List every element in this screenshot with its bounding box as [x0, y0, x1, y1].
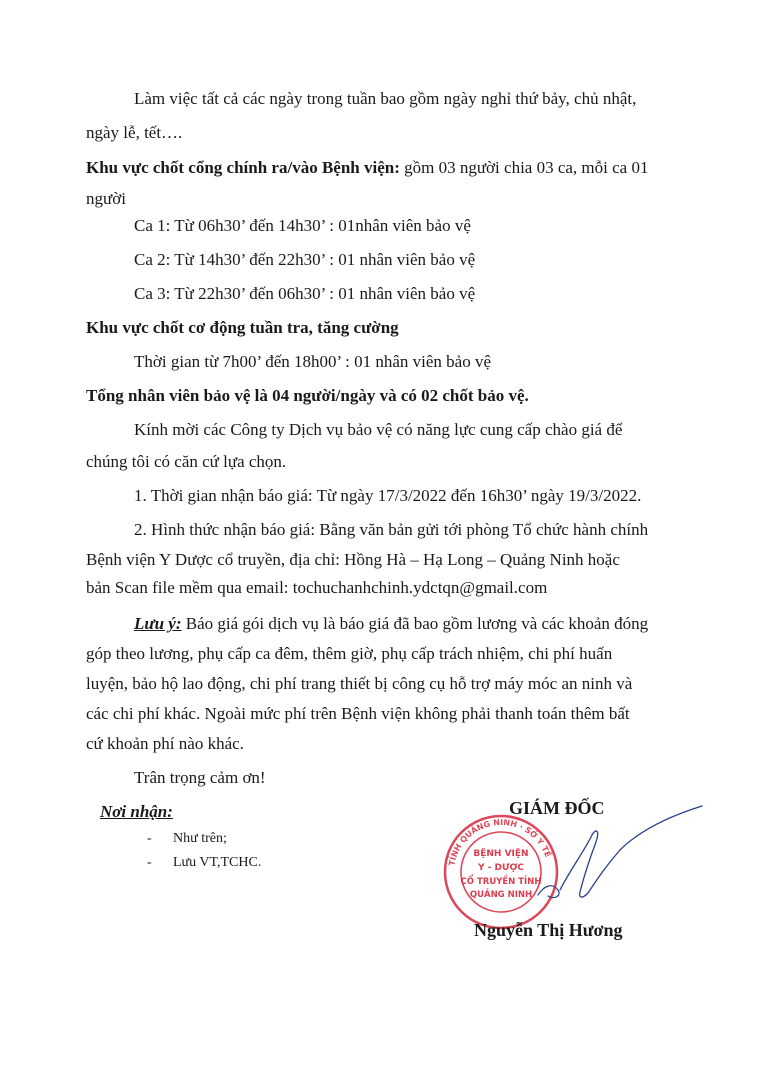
gate-description-cont: người — [86, 189, 126, 208]
shift-2: Ca 2: Từ 14h30’ đến 22h30’ : 01 nhân viên bảo vệ — [134, 250, 476, 269]
recipient-bullet: - — [147, 855, 152, 870]
shift-1: Ca 1: Từ 06h30’ đến 14h30’ : 01nhân viên bảo vệ — [134, 216, 471, 235]
intro-line-2: ngày lễ, tết…. — [86, 123, 183, 142]
patrol-time: Thời gian từ 7h00’ đến 18h00’ : 01 nhân viên bảo vệ — [134, 352, 492, 371]
recipient-bullet: - — [147, 831, 152, 846]
seal-line: Y - DƯỢC — [478, 863, 524, 873]
note-line-5: cứ khoản phí nào khác. — [86, 734, 244, 753]
thanks: Trân trọng cảm ơn! — [134, 768, 266, 787]
recipient-text: Lưu VT,TCHC. — [173, 855, 262, 870]
signatory-title: GIÁM ĐỐC — [509, 798, 605, 818]
note-paragraph — [134, 613, 648, 635]
seal-line: CỔ TRUYỀN TỈNH — [460, 877, 542, 887]
seal-line: BỆNH VIỆN — [473, 849, 529, 859]
recipients-label — [100, 801, 173, 823]
patrol-heading: Khu vực chốt cơ động tuần tra, tăng cường — [86, 318, 399, 337]
note-label: Lưu ý: — [134, 614, 182, 633]
recipient-item — [147, 828, 227, 850]
seal-ring-text: TỈNH QUẢNG NINH · SỞ Y TẾ — [447, 817, 553, 867]
signatory-name: Nguyễn Thị Hương — [474, 920, 623, 940]
intro-line-1: Làm việc tất cả các ngày trong tuần bao gồm ngày nghỉ thứ bảy, chủ nhật, — [134, 89, 637, 108]
note-line-3: luyện, bảo hộ lao động, chi phí trang thiết bị công cụ hỗ trợ máy móc an ninh và — [86, 674, 633, 693]
shift-3: Ca 3: Từ 22h30’ đến 06h30’ : 01 nhân viên bảo vệ — [134, 284, 476, 303]
note-line-2: góp theo lương, phụ cấp ca đêm, thêm giờ, phụ cấp trách nhiệm, chi phí huấn — [86, 644, 613, 663]
recipients-label-text: Nơi nhận: — [100, 802, 173, 821]
invite-line-2: chúng tôi có căn cứ lựa chọn. — [86, 452, 287, 471]
seal-line: QUẢNG NINH — [469, 890, 533, 900]
gate-heading: Khu vực chốt cổng chính ra/vào Bệnh viện: — [86, 158, 400, 177]
item-2-line-2: Bệnh viện Y Dược cổ truyền, địa chỉ: Hồng Hà – Hạ Long – Quảng Ninh hoặc — [86, 550, 620, 569]
invite-line-1: Kính mời các Công ty Dịch vụ bảo vệ có năng lực cung cấp chào giá để — [134, 420, 623, 439]
note-text-1: Báo giá gói dịch vụ là báo giá đã bao gồm lương và các khoản đóng — [181, 614, 649, 633]
note-line-4: các chi phí khác. Ngoài mức phí trên Bệnh viện không phải thanh toán thêm bất — [86, 704, 630, 723]
handwritten-signature — [530, 800, 720, 910]
item-2-line-3: bản Scan file mềm qua email: tochuchanhchinh.ydctqn@gmail.com — [86, 578, 548, 597]
recipient-item — [147, 852, 262, 874]
item-2-line-1: 2. Hình thức nhận báo giá: Bằng văn bản gửi tới phòng Tổ chức hành chính — [134, 520, 649, 539]
gate-description: gồm 03 người chia 03 ca, mỗi ca 01 — [399, 158, 649, 177]
recipient-text: Như trên; — [173, 831, 227, 846]
gate-paragraph — [86, 157, 648, 179]
item-1: 1. Thời gian nhận báo giá: Từ ngày 17/3/2022 đến 16h30’ ngày 19/3/2022. — [134, 486, 642, 505]
total-guards: Tổng nhân viên bảo vệ là 04 người/ngày và có 02 chốt bảo vệ. — [86, 386, 529, 405]
